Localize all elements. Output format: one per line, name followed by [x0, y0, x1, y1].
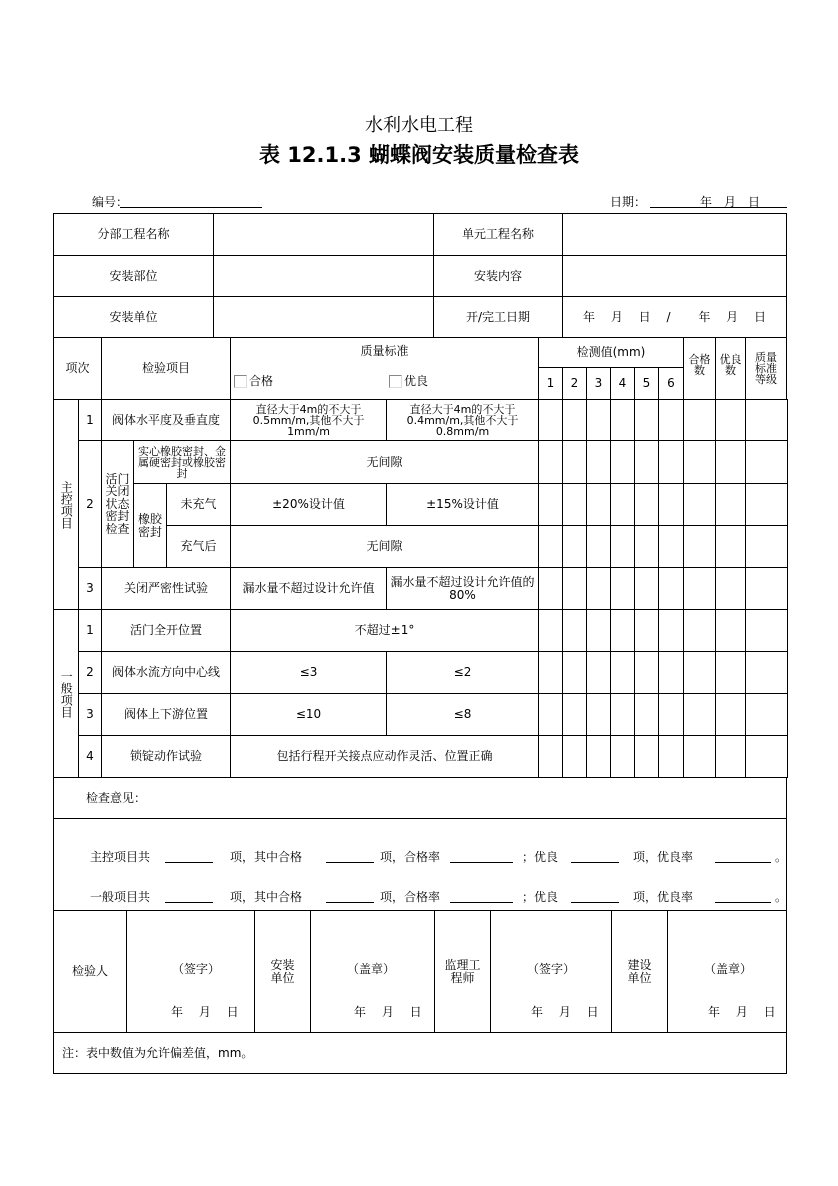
excellent-count-cell[interactable]	[715, 525, 746, 568]
sub-item-name: 橡胶密封	[133, 483, 167, 568]
sign-text: （签字）	[527, 962, 576, 976]
grade-cell[interactable]	[745, 651, 788, 694]
summary-text: 一般项目共	[90, 890, 151, 904]
install-unit-stamp[interactable]	[310, 910, 435, 1033]
row-no: 1	[78, 609, 102, 652]
measure-cell[interactable]	[586, 567, 611, 610]
measure-cell[interactable]	[562, 651, 587, 694]
excellent-std: ≤2	[386, 651, 539, 694]
qualified-count-cell[interactable]	[683, 483, 716, 526]
measure-cell[interactable]	[634, 651, 659, 694]
row-no: 2	[78, 440, 102, 568]
standard: 无间隙	[230, 440, 539, 484]
measure-cell[interactable]	[634, 440, 659, 484]
measure-cell[interactable]	[610, 651, 635, 694]
qualified-std: ≤10	[230, 693, 387, 736]
summary-blank[interactable]	[715, 862, 771, 863]
measure-cell[interactable]	[538, 735, 563, 778]
measure-cell[interactable]	[634, 525, 659, 568]
measure-col-header: 5	[634, 367, 659, 400]
owner-label: 建设单位	[611, 910, 668, 1033]
measure-cell[interactable]	[658, 440, 684, 484]
excellent-count-cell[interactable]	[715, 440, 746, 484]
row-no: 4	[78, 735, 102, 778]
excellent-std: ≤8	[386, 693, 539, 736]
measure-cell[interactable]	[562, 483, 587, 526]
row-no: 3	[78, 693, 102, 736]
row-no: 2	[78, 651, 102, 694]
number-field[interactable]	[120, 207, 262, 208]
measure-cell[interactable]	[586, 693, 611, 736]
install-unit-sign-label: 安装单位	[254, 910, 311, 1033]
inspector-label: 检验人	[53, 910, 127, 1033]
checkbox-icon	[389, 375, 402, 388]
measure-cell[interactable]	[538, 693, 563, 736]
measure-cell[interactable]	[658, 735, 684, 778]
qualified-count-cell[interactable]	[683, 693, 716, 736]
excellent-count-header: 优良数	[715, 337, 746, 400]
item-no-header: 项次	[53, 337, 102, 400]
measure-col-header: 4	[610, 367, 635, 400]
measure-cell[interactable]	[562, 399, 587, 441]
stamp-text: （盖章）	[347, 962, 396, 976]
main-group-label	[53, 399, 79, 610]
grade-cell[interactable]	[745, 567, 788, 610]
measure-cell[interactable]	[538, 483, 563, 526]
grade-cell[interactable]	[745, 399, 788, 441]
sub-item-name: 充气后	[166, 525, 231, 568]
excellent-std: ±15%设计值	[386, 483, 539, 526]
note: 注：表中数值为允许偏差值，mm。	[53, 1032, 787, 1074]
measure-cell[interactable]	[658, 525, 684, 568]
item-name: 阀体水流方向中心线	[101, 651, 231, 694]
general-group-text: 一般项目	[59, 669, 74, 718]
measure-col-header: 2	[562, 367, 587, 400]
inspect-item-header: 检验项目	[101, 337, 231, 400]
measure-cell[interactable]	[610, 735, 635, 778]
summary-text: 主控项目共	[90, 850, 151, 864]
standard: 无间隙	[230, 525, 539, 568]
summary-text: 项，合格率	[380, 850, 441, 864]
summary-blank[interactable]	[450, 902, 513, 903]
excellent-std: 直径大于4m的不大于0.4mm/m,其他不大于0.8mm/m	[386, 399, 539, 441]
measure-cell[interactable]	[586, 609, 611, 652]
measure-cell[interactable]	[562, 693, 587, 736]
measure-cell[interactable]	[586, 483, 611, 526]
install-part-label: 安装部位	[53, 255, 214, 297]
owner-stamp[interactable]	[667, 910, 787, 1033]
qualified-checkbox[interactable]	[234, 375, 273, 388]
opinion-label: 检查意见：	[86, 790, 147, 805]
summary-blank[interactable]	[165, 862, 213, 863]
measure-cell[interactable]	[610, 693, 635, 736]
qualified-count-cell[interactable]	[683, 440, 716, 484]
grade-cell[interactable]	[745, 693, 788, 736]
grade-cell[interactable]	[745, 440, 788, 484]
qualified-label: 合格	[249, 374, 274, 388]
measure-cell[interactable]	[658, 399, 684, 441]
checkbox-icon	[234, 375, 247, 388]
start-end-date-field[interactable]: 年 月 日 / 年 月 日	[562, 296, 787, 338]
measured-header: 检测值(mm)	[538, 337, 684, 368]
sub-item-name: 实心橡胶密封、金属硬密封或橡胶密封	[133, 440, 231, 484]
measure-cell[interactable]	[586, 651, 611, 694]
measure-cell[interactable]	[538, 567, 563, 610]
qualified-std: ±20%设计值	[230, 483, 387, 526]
summary-blank[interactable]	[326, 862, 374, 863]
summary-text: 。	[775, 890, 788, 904]
standard: 不超过±1°	[230, 609, 539, 652]
stamp-text: （盖章）	[704, 962, 753, 976]
install-content-label: 安装内容	[433, 255, 563, 297]
measure-cell[interactable]	[634, 567, 659, 610]
measure-cell[interactable]	[634, 609, 659, 652]
measure-cell[interactable]	[658, 609, 684, 652]
qualified-count-cell[interactable]	[683, 651, 716, 694]
excellent-label: 优良	[404, 374, 429, 388]
summary-blank[interactable]	[450, 862, 513, 863]
measure-cell[interactable]	[586, 440, 611, 484]
start-end-date-label: 开/完工日期	[433, 296, 563, 338]
measure-cell[interactable]	[610, 483, 635, 526]
measure-cell[interactable]	[610, 525, 635, 568]
quality-standard-label: 质量标准	[360, 344, 409, 358]
excellent-count-cell[interactable]	[715, 735, 746, 778]
measure-col-header: 1	[538, 367, 563, 400]
summary-text: ；优良	[522, 850, 559, 864]
qualified-count-cell[interactable]	[683, 399, 716, 441]
date-label: 日期：	[610, 195, 647, 209]
summary-text: 项，其中合格	[230, 850, 303, 864]
excellent-count-cell[interactable]	[715, 693, 746, 736]
summary-blank[interactable]	[571, 902, 619, 903]
qualified-std: 漏水量不超过设计允许值	[230, 567, 387, 610]
grade-cell[interactable]	[745, 735, 788, 778]
summary-text: 项，其中合格	[230, 890, 303, 904]
grade-cell[interactable]	[745, 525, 788, 568]
measure-col-header: 6	[658, 367, 684, 400]
measure-cell[interactable]	[586, 735, 611, 778]
qualified-count-cell[interactable]	[683, 525, 716, 568]
install-content-field[interactable]	[562, 255, 787, 297]
date-field[interactable]	[650, 207, 787, 208]
sub-item-name: 未充气	[166, 483, 231, 526]
measure-cell[interactable]	[634, 735, 659, 778]
excellent-count-cell[interactable]	[715, 483, 746, 526]
excellent-checkbox[interactable]	[389, 375, 428, 388]
measure-cell[interactable]	[634, 483, 659, 526]
summary-blank[interactable]	[571, 862, 619, 863]
number-label: 编号：	[92, 195, 129, 209]
excellent-count-cell[interactable]	[715, 609, 746, 652]
org-title: 水利水电工程	[365, 115, 473, 136]
install-part-field[interactable]	[213, 255, 434, 297]
measure-cell[interactable]	[562, 525, 587, 568]
item-name: 活门全开位置	[101, 609, 231, 652]
sub-project-field[interactable]	[213, 213, 434, 256]
item-name: 阀体水平度及垂直度	[101, 399, 231, 441]
summary-text: 项，合格率	[380, 890, 441, 904]
measure-cell[interactable]	[538, 440, 563, 484]
form-title: 表 12.1.3 蝴蝶阀安装质量检查表	[258, 143, 580, 167]
row-no: 3	[78, 567, 102, 610]
measure-col-header: 3	[586, 367, 611, 400]
summary-text: 项，优良率	[633, 890, 694, 904]
main-group-text: 主控项目	[59, 480, 74, 529]
measure-cell[interactable]	[538, 399, 563, 441]
supervisor-label: 监理工程师	[434, 910, 491, 1033]
general-group-label	[53, 609, 79, 778]
measure-cell[interactable]	[610, 567, 635, 610]
excellent-std: 漏水量不超过设计允许值的80%	[386, 567, 539, 610]
measure-cell[interactable]	[562, 567, 587, 610]
grade-cell[interactable]	[745, 609, 788, 652]
qualified-count-header: 合格数	[683, 337, 716, 400]
date-text: 年 月 日	[171, 1005, 239, 1019]
excellent-count-cell[interactable]	[715, 567, 746, 610]
install-unit-label: 安装单位	[53, 296, 214, 338]
standard: 包括行程开关接点应动作灵活、位置正确	[230, 735, 539, 778]
measure-cell[interactable]	[658, 483, 684, 526]
date-text: 年 月 日	[531, 1005, 599, 1019]
install-unit-field[interactable]	[213, 296, 434, 338]
qualified-std: ≤3	[230, 651, 387, 694]
opinion-row[interactable]	[53, 777, 787, 819]
measure-cell[interactable]	[538, 651, 563, 694]
row-no: 1	[78, 399, 102, 441]
qualified-count-cell[interactable]	[683, 567, 716, 610]
qualified-count-cell[interactable]	[683, 735, 716, 778]
summary-text: 。	[775, 850, 788, 864]
measure-cell[interactable]	[562, 735, 587, 778]
date-ymd: 年 月 日	[700, 195, 761, 209]
summary-blank[interactable]	[165, 902, 213, 903]
measure-cell[interactable]	[658, 693, 684, 736]
measure-cell[interactable]	[586, 525, 611, 568]
supervisor-sign[interactable]	[490, 910, 612, 1033]
excellent-count-cell[interactable]	[715, 651, 746, 694]
summary-blank[interactable]	[715, 902, 771, 903]
quality-standard-header	[230, 337, 539, 400]
summary-text: 项，优良率	[633, 850, 694, 864]
measure-cell[interactable]	[586, 399, 611, 441]
measure-cell[interactable]	[658, 651, 684, 694]
qualified-std: 直径大于4m的不大于0.5mm/m,其他不大于1mm/m	[230, 399, 387, 441]
excellent-count-cell[interactable]	[715, 399, 746, 441]
item-name: 关闭严密性试验	[101, 567, 231, 610]
measure-cell[interactable]	[634, 693, 659, 736]
measure-cell[interactable]	[538, 525, 563, 568]
measure-cell[interactable]	[538, 609, 563, 652]
grade-cell[interactable]	[745, 483, 788, 526]
measure-cell[interactable]	[634, 399, 659, 441]
sub-project-label: 分部工程名称	[53, 213, 214, 256]
summary-blank[interactable]	[326, 902, 374, 903]
summary-text: ；优良	[522, 890, 559, 904]
unit-project-label: 单元工程名称	[433, 213, 563, 256]
grade-header: 质量标准等级	[745, 337, 787, 400]
measure-cell[interactable]	[610, 399, 635, 441]
unit-project-field[interactable]	[562, 213, 787, 256]
item-name: 锁锭动作试验	[101, 735, 231, 778]
measure-cell[interactable]	[658, 567, 684, 610]
measure-cell[interactable]	[610, 440, 635, 484]
item-name: 活门关闭状态密封检查	[101, 440, 134, 568]
date-text: 年 月 日	[354, 1005, 422, 1019]
sign-text: （签字）	[172, 962, 221, 976]
qualified-count-cell[interactable]	[683, 609, 716, 652]
date-text: 年 月 日	[708, 1005, 776, 1019]
measure-cell[interactable]	[562, 440, 587, 484]
measure-cell[interactable]	[610, 609, 635, 652]
inspector-sign[interactable]	[126, 910, 255, 1033]
item-name: 阀体上下游位置	[101, 693, 231, 736]
measure-cell[interactable]	[562, 609, 587, 652]
